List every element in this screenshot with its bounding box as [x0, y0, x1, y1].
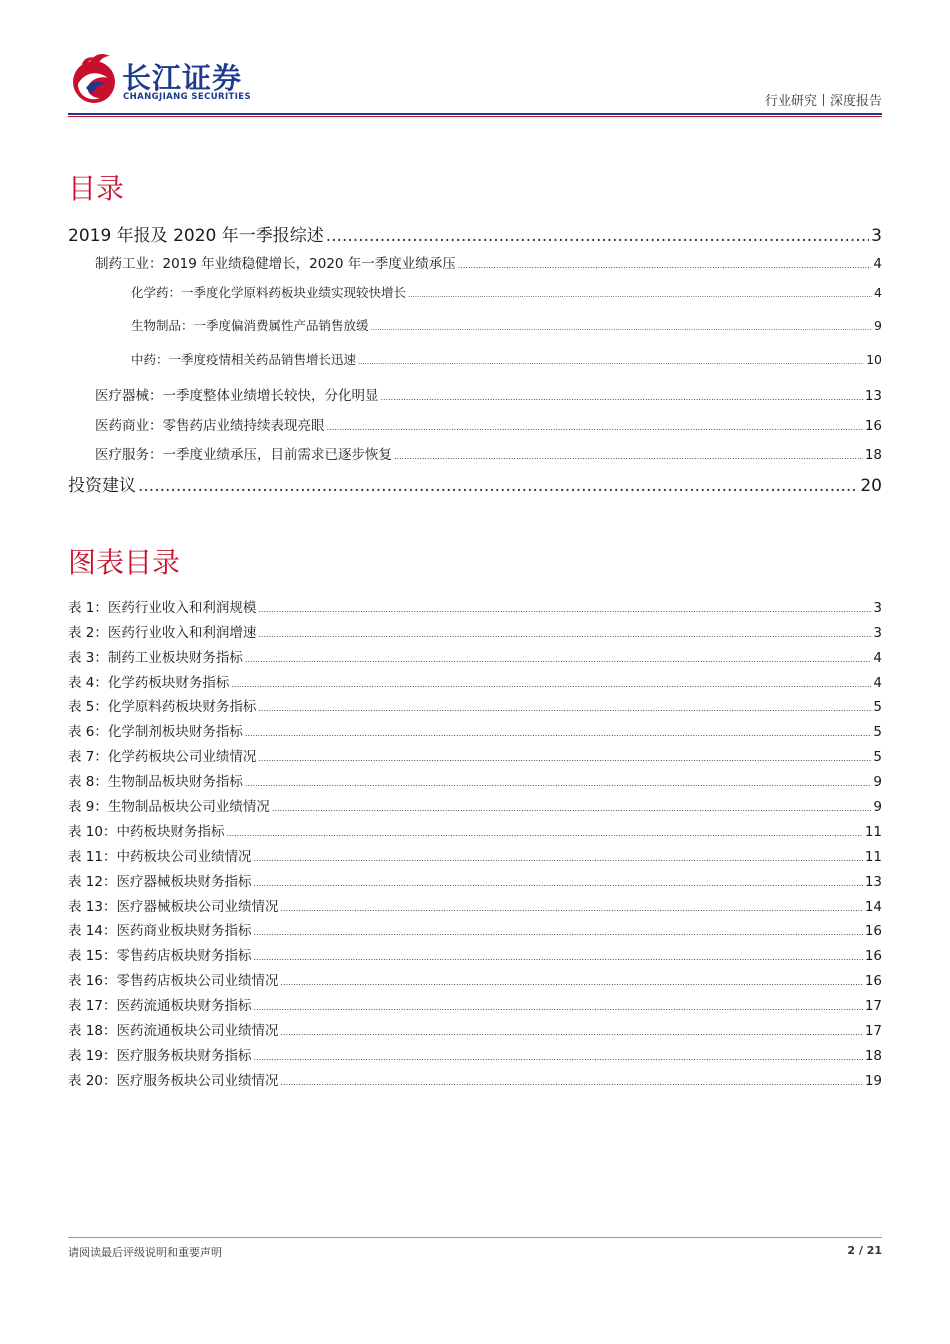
figure-entry[interactable]: 表 4：化学药板块财务指标 ..... 4	[68, 671, 882, 691]
figure-entry[interactable]: 表 17：医药流通板块财务指标 ..... 17	[68, 994, 882, 1014]
page-number: 2 / 21	[847, 1244, 882, 1257]
footer-disclaimer: 请阅读最后评级说明和重要声明	[68, 1246, 222, 1259]
toc-entry[interactable]: 医疗器械：一季度整体业绩增长较快，分化明显 ..... 13	[68, 384, 882, 404]
figure-entry[interactable]: 表 12：医疗器械板块财务指标 ..... 13	[68, 870, 882, 890]
figure-entry[interactable]: 表 1：医药行业收入和利润规模 ..... 3	[68, 596, 882, 616]
page-header	[68, 48, 882, 118]
toc-entry[interactable]: 投资建议 ..... 20	[68, 471, 882, 496]
company-logo	[68, 48, 288, 106]
logo-chinese-name: 长江证券	[122, 61, 243, 95]
toc-entry[interactable]: 医疗服务：一季度业绩承压，目前需求已逐步恢复 ..... 18	[68, 443, 882, 463]
toc-entry[interactable]: 中药：一季度疫情相关药品销售增长迅速 ..... 10	[68, 350, 882, 368]
figure-entry[interactable]: 表 13：医疗器械板块公司业绩情况 ..... 14	[68, 895, 882, 915]
figure-entry[interactable]: 表 8：生物制品板块财务指标 ..... 9	[68, 770, 882, 790]
header-divider-blue	[68, 113, 882, 115]
figure-entry[interactable]: 表 5：化学原料药板块财务指标 ..... 5	[68, 695, 882, 715]
figure-entry[interactable]: 表 20：医疗服务板块公司业绩情况 ..... 19	[68, 1069, 882, 1089]
figure-entry[interactable]: 表 10：中药板块财务指标 ..... 11	[68, 820, 882, 840]
figure-entry[interactable]: 表 19：医疗服务板块财务指标 ..... 18	[68, 1044, 882, 1064]
logo-english-name: CHANGJIANG SECURITIES	[123, 92, 252, 102]
figure-list-title: 图表目录	[68, 546, 181, 579]
header-divider-red	[68, 116, 882, 117]
figure-entry[interactable]: 表 14：医药商业板块财务指标 ..... 16	[68, 919, 882, 939]
figure-entry[interactable]: 表 2：医药行业收入和利润增速 ..... 3	[68, 621, 882, 641]
report-category-tag: 行业研究丨深度报告	[764, 94, 882, 109]
toc-entry[interactable]: 生物制品：一季度偏消费属性产品销售放缓 ..... 9	[68, 316, 882, 334]
figure-entry[interactable]: 表 16：零售药店板块公司业绩情况 ..... 16	[68, 969, 882, 989]
toc-entry[interactable]: 化学药：一季度化学原料药板块业绩实现较快增长 ..... 4	[68, 283, 882, 301]
logo-emblem-icon	[68, 48, 120, 106]
figure-entry[interactable]: 表 9：生物制品板块公司业绩情况 ..... 9	[68, 795, 882, 815]
figure-entry[interactable]: 表 3：制药工业板块财务指标 ..... 4	[68, 646, 882, 666]
figure-entry[interactable]: 表 18：医药流通板块公司业绩情况 ..... 17	[68, 1019, 882, 1039]
figure-entry[interactable]: 表 6：化学制剂板块财务指标 ..... 5	[68, 720, 882, 740]
toc-entry[interactable]: 制药工业：2019 年业绩稳健增长，2020 年一季度业绩承压 ..... 4	[68, 252, 882, 272]
figure-entry[interactable]: 表 15：零售药店板块财务指标 ..... 16	[68, 944, 882, 964]
figure-entry[interactable]: 表 7：化学药板块公司业绩情况 ..... 5	[68, 745, 882, 765]
toc-title: 目录	[68, 172, 125, 205]
toc-entry[interactable]: 医药商业：零售药店业绩持续表现亮眼 ..... 16	[68, 414, 882, 434]
toc-entry[interactable]: 2019 年报及 2020 年一季报综述 ..... 3	[68, 221, 882, 246]
footer-divider	[68, 1237, 882, 1238]
figure-entry[interactable]: 表 11：中药板块公司业绩情况 ..... 11	[68, 845, 882, 865]
